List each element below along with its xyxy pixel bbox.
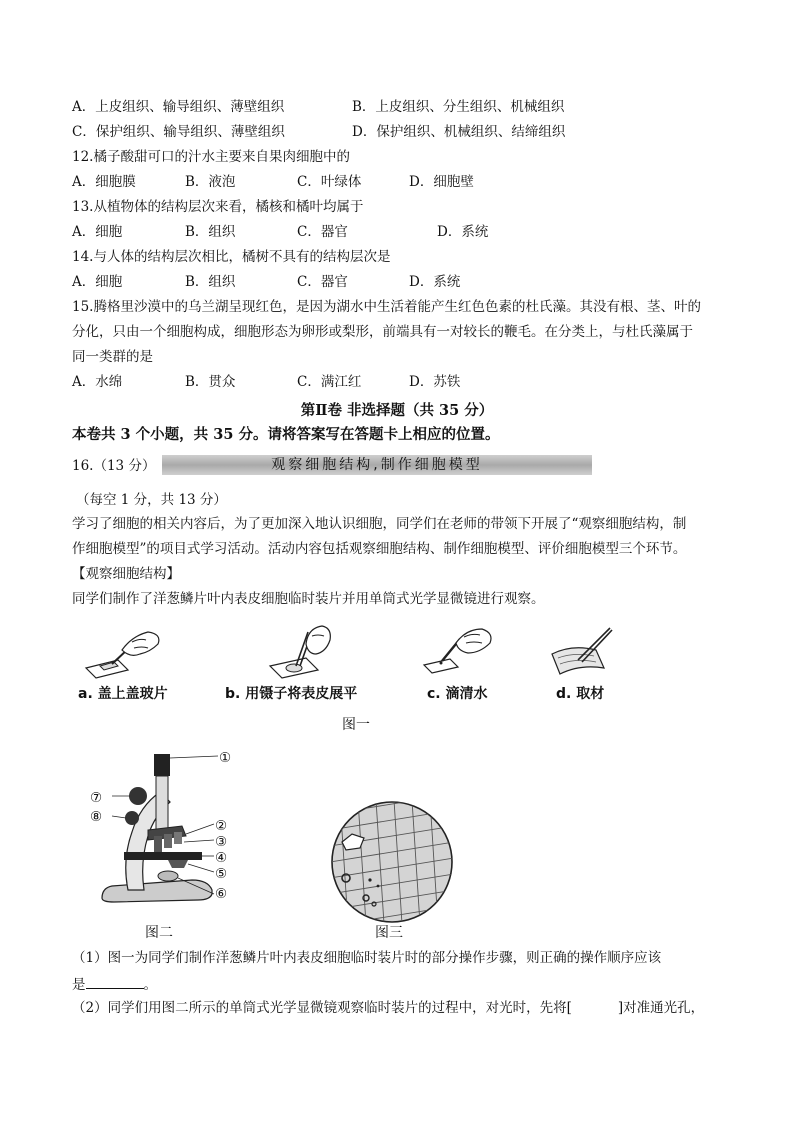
section-title: 第Ⅱ卷 非选择题（共 35 分） (300, 402, 494, 419)
q13-option-c: C．器官 (297, 224, 348, 240)
q12-stem: 12.橘子酸甜可口的汁水主要来自果肉细胞中的 (72, 149, 350, 165)
q12-option-c: C．叶绿体 (297, 174, 362, 190)
q15-line2: 分化，只由一个细胞构成，细胞形态为卵形或梨形，前端具有一对较长的鞭毛。在分类上，与杜氏藻属于 (72, 324, 693, 340)
q16-sub1-suffix: 。 (143, 977, 157, 993)
q12-option-b: B．液泡 (185, 174, 236, 190)
q15-option-d: D．苏铁 (409, 374, 461, 390)
fig1-label: 图一 (342, 717, 370, 733)
q16-intro-line2: 作细胞模型”的项目式学习活动。活动内容包括观察细胞结构、制作细胞模型、评价细胞模型三个环节。 (72, 541, 687, 557)
q16-sub2-line (72, 999, 704, 1017)
microscope-label-1: ① (219, 750, 232, 766)
microscope-label-3: ③ (215, 834, 228, 850)
q16-number: 16.（13 分） (72, 458, 156, 474)
microscope-label-8: ⑧ (90, 809, 103, 825)
q13-stem: 13.从植物体的结构层次来看，橘核和橘叶均属于 (72, 199, 364, 215)
q16-sub2-prefix: （2）同学们用图二所示的单筒式光学显微镜观察临时装片的过程中，对光时，先将[ (72, 1000, 572, 1016)
fig1-caption-a: a. 盖上盖玻片 (78, 686, 168, 702)
q13-option-d: D．系统 (437, 224, 489, 240)
q16-banner: 观察细胞结构,制作细胞模型 (162, 455, 592, 475)
q16-sub1-prefix: 是 (72, 977, 86, 993)
microscope-label-5: ⑤ (215, 866, 228, 882)
q14-option-c: C．器官 (297, 274, 348, 290)
q16-sub1-answer-blank[interactable] (86, 974, 144, 989)
fig1-step-d-illustration (548, 624, 618, 680)
section-instruction: 本卷共 3 个小题，共 35 分。请将答案写在答题卡上相应的位置。 (72, 426, 500, 443)
q11-option-d: D．保护组织、机械组织、结缔组织 (352, 124, 566, 140)
q11-option-b: B．上皮组织、分生组织、机械组织 (352, 99, 565, 115)
q13-option-a: A．细胞 (72, 224, 123, 240)
microscope-label-2: ② (215, 818, 228, 834)
q16-description: 同学们制作了洋葱鳞片叶内表皮细胞临时装片并用单筒式光学显微镜进行观察。 (72, 591, 545, 607)
q16-sub1-line2 (72, 974, 157, 994)
q15-line3: 同一类群的是 (72, 349, 153, 365)
q14-option-b: B．组织 (185, 274, 236, 290)
q14-option-a: A．细胞 (72, 274, 123, 290)
q16-intro-line1: 学习了细胞的相关内容后，为了更加深入地认识细胞，同学们在老师的带领下开展了“观察细胞结构，制 (72, 516, 687, 532)
q16-sub2-suffix: ]对准通光孔， (617, 1000, 705, 1016)
q12-option-a: A．细胞膜 (72, 174, 136, 190)
q16-subheading: 【观察细胞结构】 (72, 566, 180, 582)
q11-option-c: C．保护组织、输导组织、薄壁组织 (72, 124, 285, 140)
q15-option-c: C．满江红 (297, 374, 362, 390)
q14-option-d: D．系统 (409, 274, 461, 290)
fig1-step-b-illustration (266, 620, 346, 680)
q14-stem: 14.与人体的结构层次相比，橘树不具有的结构层次是 (72, 249, 391, 265)
q11-option-a: A．上皮组织、输导组织、薄壁组织 (72, 99, 285, 115)
fig1-caption-c: c. 滴清水 (427, 686, 488, 702)
fig3-label: 图三 (375, 925, 403, 941)
q15-option-a: A．水绵 (72, 374, 123, 390)
q15-option-b: B．贯众 (185, 374, 236, 390)
microscope-label-6: ⑥ (215, 886, 228, 902)
fig2-label: 图二 (145, 925, 173, 941)
microscope-label-4: ④ (215, 850, 228, 866)
microscope-label-7: ⑦ (90, 790, 103, 806)
fig1-caption-d: d. 取材 (556, 686, 605, 702)
q15-line1: 15.腾格里沙漠中的乌兰湖呈现红色，是因为湖水中生活着能产生红色色素的杜氏藻。其没有根、茎、叶的 (72, 299, 701, 315)
q16-scoring: （每空 1 分，共 13 分） (76, 492, 227, 508)
q13-option-b: B．组织 (185, 224, 236, 240)
q16-sub1-line1: （1）图一为同学们制作洋葱鳞片叶内表皮细胞临时装片时的部分操作步骤，则正确的操作顺序应该 (72, 950, 662, 966)
fig1-step-a-illustration (82, 620, 172, 680)
fig1-step-c-illustration (420, 625, 500, 680)
fig3-cell-view-illustration (330, 800, 454, 924)
fig1-caption-b: b. 用镊子将表皮展平 (225, 686, 358, 702)
q12-option-d: D．细胞壁 (409, 174, 474, 190)
